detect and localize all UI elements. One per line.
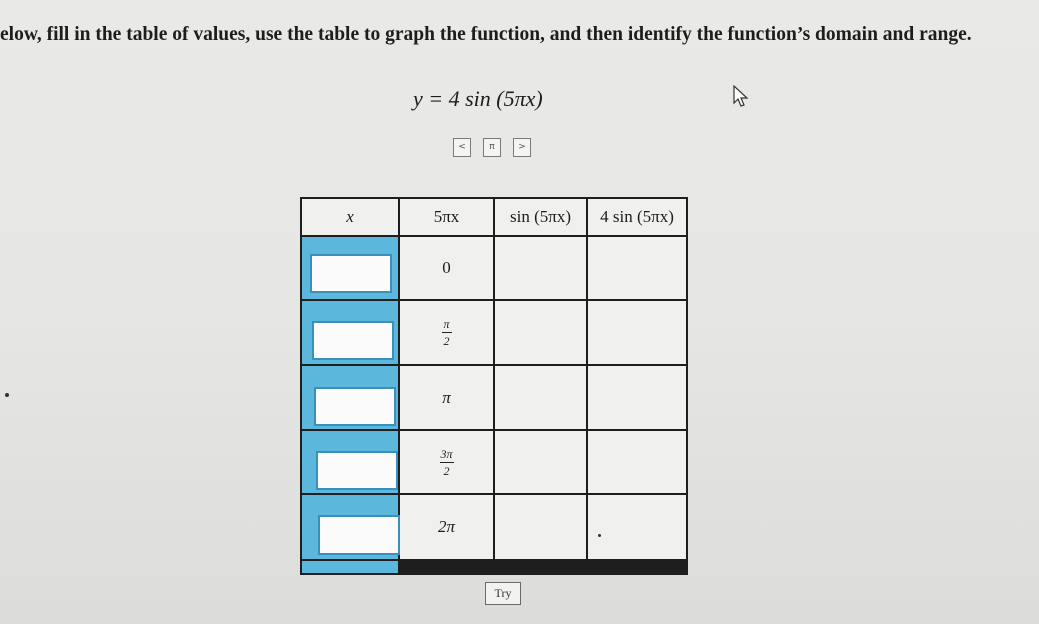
sin-input-3[interactable] (495, 366, 586, 429)
header-sin: sin (5πx) (495, 199, 586, 235)
x-input-1[interactable] (310, 254, 392, 293)
fraction-bar (442, 332, 452, 333)
values-table (300, 197, 688, 575)
fraction-num: π (443, 317, 450, 331)
next-button[interactable]: > (513, 138, 531, 157)
prev-button[interactable]: < (453, 138, 471, 157)
x-input-2[interactable] (312, 321, 394, 360)
table-footer-strip (302, 561, 398, 573)
header-4sin: 4 sin (5πx) (588, 199, 686, 235)
pi-button[interactable]: π (483, 138, 501, 157)
x-input-4[interactable] (316, 451, 398, 490)
header-x: x (302, 199, 398, 235)
x-input-3[interactable] (314, 387, 396, 426)
four-sin-input-5[interactable] (588, 495, 686, 559)
sin-input-1[interactable] (495, 237, 586, 299)
fraction-den: 2 (443, 463, 450, 478)
five-pi-x-cell-2 (400, 301, 493, 364)
five-pi-x-cell-1: 0 (400, 237, 493, 299)
instructions-text: elow, fill in the table of values, use the table to graph the function, and then identify the function’s domain and range. (0, 24, 972, 45)
x-input-5[interactable] (318, 515, 400, 555)
five-pi-x-cell-3: π (400, 366, 493, 429)
fraction-bar (440, 462, 454, 463)
fraction-num: 3π (440, 446, 453, 461)
sin-input-4[interactable] (495, 431, 586, 493)
four-sin-input-2[interactable] (588, 301, 686, 364)
try-button[interactable]: Try (485, 582, 521, 605)
four-sin-input-1[interactable] (588, 237, 686, 299)
stray-dot (5, 393, 9, 397)
five-pi-x-cell-5: 2π (400, 495, 493, 559)
fraction-den: 2 (443, 334, 450, 348)
fraction-pi-over-2 (442, 318, 452, 347)
five-pi-x-cell-4 (400, 431, 493, 493)
stray-dot (598, 534, 601, 537)
four-sin-input-4[interactable] (588, 431, 686, 493)
equation: y = 4 sin (5πx) (413, 86, 543, 111)
header-5pix: 5πx (400, 199, 493, 235)
sin-input-5[interactable] (495, 495, 586, 559)
fraction-3pi-over-2 (440, 448, 454, 477)
mouse-cursor-icon (733, 85, 751, 107)
sin-input-2[interactable] (495, 301, 586, 364)
four-sin-input-3[interactable] (588, 366, 686, 429)
